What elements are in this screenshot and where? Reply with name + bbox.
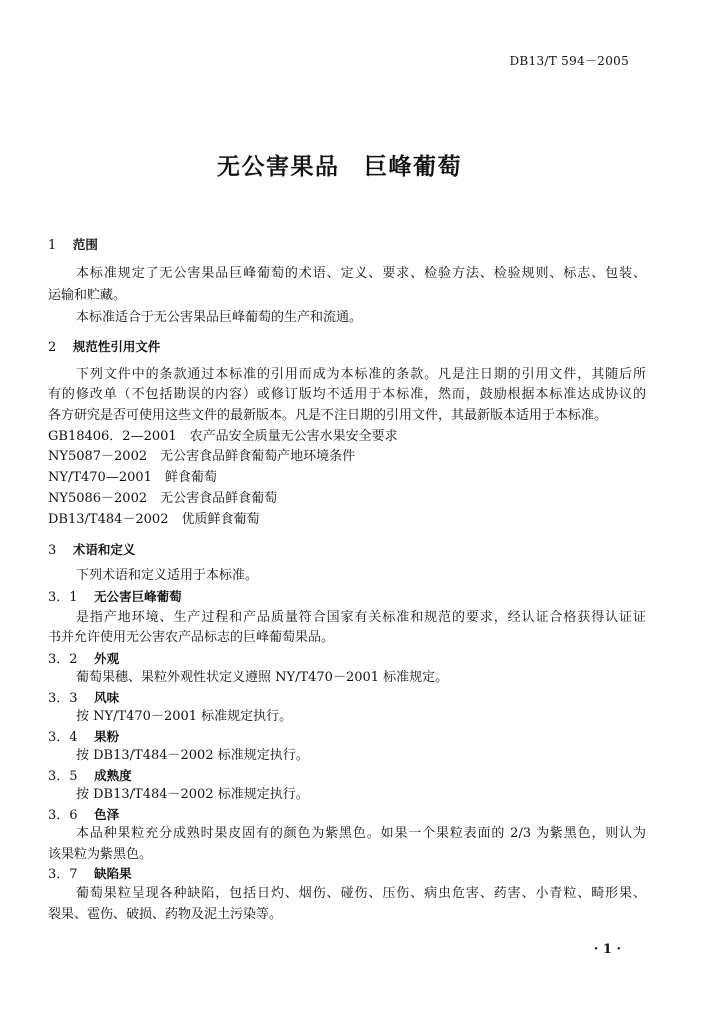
clause-term: 果粉 (94, 729, 120, 744)
clause-3-3-heading (48, 688, 646, 709)
paragraph-line: 按 DB13/T484－2002 标准规定执行。 (76, 787, 309, 802)
section-number: 1 (48, 238, 57, 253)
section-3-heading (48, 540, 646, 561)
clause-number: 3．6 (48, 808, 78, 823)
paragraph-line: 该果粒为紫黑色。 (48, 847, 153, 862)
reference-item: NY5087－2002 无公害食品鲜食葡萄产地环境条件 (48, 449, 356, 464)
standard-code: DB13/T 594－2005 (509, 54, 629, 68)
paragraph-line: 本标准规定了无公害果品巨峰葡萄的术语、定义、要求、检验方法、检验规则、标志、包装、 (76, 266, 646, 281)
paragraph-line: 葡萄果穗、果粒外观性状定义遵照 NY/T470－2001 标准规定。 (76, 670, 449, 685)
paragraph-line: 是指产地环境、生产过程和产品质量符合国家有关标准和规范的要求，经认证合格获得认证证 (76, 610, 646, 625)
paragraph-line: 本品种果粒充分成熟时果皮固有的颜色为紫黑色。如果一个果粒表面的 2/3 为紫黑色，则认为 (76, 826, 646, 841)
clause-term: 风味 (94, 690, 120, 705)
paragraph-line: 按 DB13/T484－2002 标准规定执行。 (76, 748, 309, 763)
clause-3-6-heading (48, 805, 646, 826)
clause-term: 色泽 (94, 807, 120, 822)
clause-number: 3．7 (48, 867, 78, 882)
clause-term: 无公害巨峰葡萄 (94, 589, 182, 604)
clause-3-7-heading (48, 864, 646, 885)
clause-3-4-heading (48, 727, 646, 748)
reference-item: NY/T470—2001 鲜食葡萄 (48, 470, 217, 485)
section-number: 2 (48, 340, 57, 355)
section-title: 术语和定义 (72, 542, 136, 557)
paragraph-line: 按 NY/T470－2001 标准规定执行。 (76, 709, 293, 724)
paragraph-line: 下列术语和定义适用于本标准。 (76, 568, 259, 583)
paragraph-line: 下列文件中的条款通过本标准的引用而成为本标准的条款。凡是注日期的引用文件，其随后所 (76, 367, 646, 382)
reference-item: DB13/T484－2002 优质鲜食葡萄 (48, 512, 260, 527)
section-title: 范围 (72, 237, 98, 252)
reference-item: GB18406．2—2001 农产品安全质量无公害水果安全要求 (48, 429, 398, 444)
paragraph-line: 葡萄果粒呈现各种缺陷，包括日灼、烟伤、碰伤、压伤、病虫危害、药害、小青粒、畸形果、 (76, 886, 646, 901)
paragraph-line: 裂果、雹伤、破损、药物及泥土污染等。 (48, 907, 283, 922)
clause-3-5-heading (48, 766, 646, 787)
paragraph-line: 各方研究是否可使用这些文件的最新版本。凡是不注日期的引用文件，其最新版本适用于本标准。 (48, 408, 608, 423)
paragraph-line: 本标准适合于无公害果品巨峰葡萄的生产和流通。 (76, 310, 363, 325)
clause-term: 外观 (94, 651, 120, 666)
paragraph-line: 书并允许使用无公害农产品标志的巨峰葡萄果品。 (48, 630, 335, 645)
clause-number: 3．2 (48, 652, 78, 667)
clause-number: 3．3 (48, 691, 78, 706)
paragraph-line: 运输和贮藏。 (48, 288, 127, 303)
section-title: 规范性引用文件 (72, 339, 161, 354)
section-number: 3 (48, 543, 57, 558)
page-number: · 1 · (593, 942, 621, 957)
clause-3-1-heading (48, 587, 646, 608)
clause-term: 成熟度 (94, 768, 132, 783)
section-2-heading (48, 337, 646, 358)
paragraph-line: 有的修改单（不包括勘误的内容）或修订版均不适用于本标准，然而，鼓励根据本标准达成协议的 (48, 387, 646, 402)
clause-3-2-heading (48, 649, 646, 670)
clause-number: 3．1 (48, 590, 78, 605)
document-title: 无公害果品 巨峰葡萄 (217, 154, 462, 180)
section-1-heading (48, 235, 646, 256)
clause-number: 3．5 (48, 769, 78, 784)
clause-number: 3．4 (48, 730, 78, 745)
reference-item: NY5086－2002 无公害食品鲜食葡萄 (48, 491, 278, 506)
clause-term: 缺陷果 (94, 866, 132, 881)
